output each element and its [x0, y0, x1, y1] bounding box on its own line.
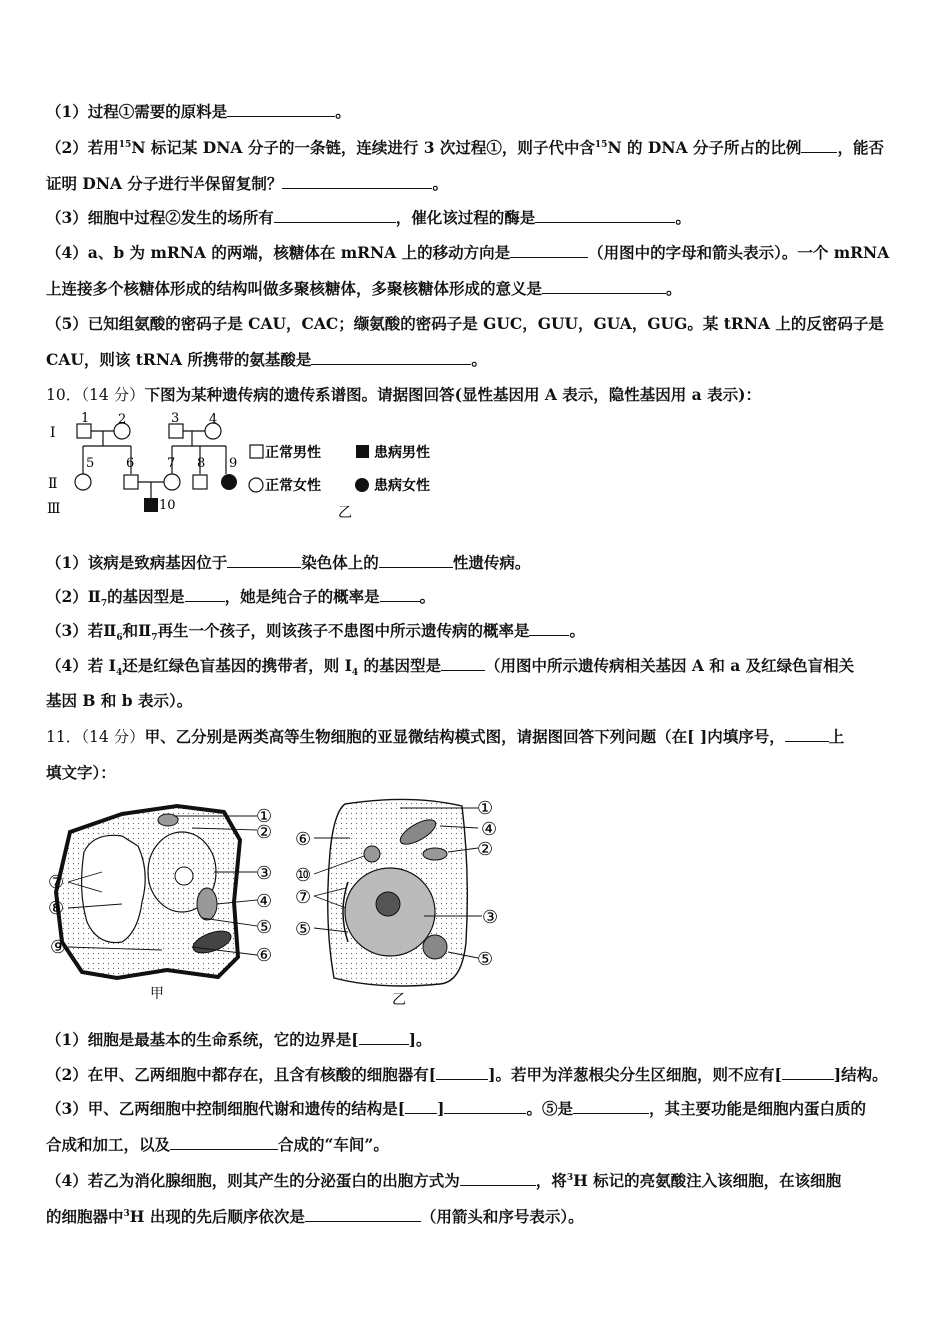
answer-blank[interactable] — [227, 553, 301, 568]
q11-part2: （2）在甲、乙两细胞中都存在，且含有核酸的细胞器有[ ]。若甲为洋葱根尖分生区细胞，则不应有[ ]结构。 — [46, 1065, 888, 1084]
id-10: 10 — [159, 498, 176, 513]
label-10: ⑩ — [295, 865, 312, 886]
answer-blank[interactable] — [436, 1065, 488, 1080]
golgi-body — [423, 848, 447, 860]
q9-part4: （4）a、b 为 mRNA 的两端，核糖体在 mRNA 上的移动方向是 （用图中的字母和箭头表示）。一个 mRNA — [46, 243, 890, 262]
legend-normal-male: 正常男性 — [265, 445, 321, 461]
q9-part5-cont: CAU，则该 tRNA 所携带的氨基酸是 。 — [46, 350, 487, 369]
label-7: ⑦ — [295, 887, 312, 908]
label-4: ④ — [256, 891, 273, 912]
q9-part2-cont: 证明 DNA 分子进行半保留复制？ 。 — [46, 174, 448, 193]
legend-affected-female-icon — [355, 478, 369, 492]
answer-blank[interactable] — [542, 279, 666, 294]
id-9: 9 — [229, 456, 238, 471]
individual-II7-female — [164, 474, 180, 490]
label-5: ⑤ — [256, 917, 273, 938]
answer-blank[interactable] — [405, 1099, 437, 1114]
q9-part3: （3）细胞中过程②发生的场所有 ，催化该过程的酶是 。 — [46, 208, 691, 227]
q11-part3-cont: 合成和加工，以及 合成的“车间”。 — [46, 1135, 389, 1154]
label-6: ⑥ — [256, 945, 273, 966]
legend-affected-male: 患病男性 — [374, 445, 430, 461]
q11-part3: （3）甲、乙两细胞中控制细胞代谢和遗传的结构是[ ] 。⑤是 ，其主要功能是细胞内蛋白质的 — [46, 1099, 866, 1118]
answer-blank[interactable] — [380, 587, 420, 602]
q9-part4-cont: 上连接多个核糖体形成的结构叫做多聚核糖体，多聚核糖体形成的意义是 。 — [46, 279, 682, 298]
gen-label-III: Ⅲ — [47, 501, 61, 517]
answer-blank[interactable] — [359, 1030, 409, 1045]
label-1: ① — [256, 806, 273, 827]
q10-part3: （3）若$Ⅱ_6$和$Ⅱ_7$再生一个孩子，则该孩子不患图中所示遗传病的概率是 。 — [46, 621, 585, 644]
q9-part5: （5）已知组氨酸的密码子是 CAU，CAC；缬氨酸的密码子是 GUC，GUU，GUA，GUG。某 tRNA 上的反密码子是 — [46, 314, 884, 333]
q11-part1: （1）细胞是最基本的生命系统，它的边界是[ ]。 — [46, 1030, 432, 1049]
answer-blank[interactable] — [311, 350, 471, 365]
q10-part4: （4）若 $I_4$还是红绿色盲基因的携带者，则 $I_4$ 的基因型是 （用图中所示遗传病相关基因 A 和 a 及红绿色盲相关 — [46, 656, 855, 679]
label-3: ③ — [482, 907, 499, 928]
answer-blank[interactable] — [535, 208, 675, 223]
label-8: ⑧ — [48, 898, 65, 919]
q10-part1: （1）该病是致病基因位于 染色体上的 性遗传病。 — [46, 553, 531, 572]
answer-blank[interactable] — [782, 1065, 834, 1080]
label-9: ⑨ — [50, 937, 67, 958]
answer-blank[interactable] — [801, 138, 837, 153]
q9-part2: （2）若用$^{15}$N 标记某 DNA 分子的一条链，连续进行 3 次过程①，则子代中含$^{15}$N 的 DNA 分子所占的比例 ，能否 — [46, 138, 884, 157]
id-1: 1 — [81, 411, 90, 426]
legend-affected-female: 患病女性 — [374, 478, 430, 494]
answer-blank[interactable] — [785, 727, 829, 742]
animal-cell-diagram — [290, 792, 515, 1010]
q10-stem: 10．（14 分）下图为某种遗传病的遗传系谱图。请据图回答(显性基因用 A 表示，隐性基因用 a 表示)： — [46, 385, 761, 404]
answer-blank[interactable] — [444, 1099, 526, 1114]
answer-blank[interactable] — [227, 102, 335, 117]
plant-cell-diagram — [42, 792, 287, 1007]
label-2: ② — [477, 839, 494, 860]
label-4: ④ — [481, 819, 498, 840]
er-cluster — [423, 935, 447, 959]
individual-II8-male — [193, 475, 207, 489]
answer-blank[interactable] — [170, 1135, 278, 1150]
pedigree-caption: 乙 — [338, 505, 352, 521]
answer-blank[interactable] — [305, 1207, 421, 1222]
label-6: ⑥ — [295, 829, 312, 850]
pedigree-chart — [40, 410, 460, 525]
individual-II6-male — [124, 475, 138, 489]
q11-stem-cont: 填文字）： — [46, 763, 116, 782]
individual-II5-female — [75, 474, 91, 490]
mitochondrion — [197, 888, 217, 920]
answer-blank[interactable] — [510, 243, 588, 258]
nucleolus — [175, 867, 193, 885]
answer-blank[interactable] — [282, 174, 432, 189]
id-3: 3 — [171, 411, 180, 426]
label-5b: ⑤ — [477, 949, 494, 970]
legend-affected-male-icon — [356, 445, 369, 458]
id-6: 6 — [126, 456, 135, 471]
cell-yi-caption: 乙 — [392, 992, 406, 1008]
individual-I3-male — [169, 424, 183, 438]
cell-jia-caption: 甲 — [150, 986, 164, 1002]
id-7: 7 — [167, 456, 176, 471]
label-1: ① — [477, 798, 494, 819]
individual-I1-male — [77, 424, 91, 438]
answer-blank[interactable] — [185, 587, 225, 602]
individual-II9-affected-female — [221, 474, 237, 490]
legend-normal-female-icon — [249, 478, 263, 492]
nucleolus — [376, 892, 400, 916]
q9-part1: （1）过程①需要的原料是 。 — [46, 102, 351, 121]
legend-normal-male-icon — [250, 445, 263, 458]
id-2: 2 — [118, 412, 127, 427]
q11-stem: 11．（14 分）甲、乙分别是两类高等生物细胞的亚显微结构模式图，请据图回答下列问题（在[ ]内填序号， 上 — [46, 727, 845, 746]
legend-normal-female: 正常女性 — [265, 478, 321, 494]
gen-label-I: Ⅰ — [50, 425, 56, 441]
answer-blank[interactable] — [441, 656, 485, 671]
q11-part4-cont: 的细胞器中$^3$H 出现的先后顺序依次是 （用箭头和序号表示）。 — [46, 1207, 584, 1226]
label-5: ⑤ — [295, 919, 312, 940]
label-3: ③ — [256, 863, 273, 884]
id-4: 4 — [209, 412, 218, 427]
q10-part4-cont: 基因 B 和 b 表示）。 — [46, 691, 193, 710]
id-5: 5 — [86, 456, 95, 471]
id-8: 8 — [197, 456, 206, 471]
individual-III10-affected-male — [144, 498, 158, 512]
q11-part4: （4）若乙为消化腺细胞，则其产生的分泌蛋白的出胞方式为 ，将$^3$H 标记的亮氨酸注入该细胞，在该细胞 — [46, 1171, 842, 1190]
label-2: ② — [256, 822, 273, 843]
answer-blank[interactable] — [274, 208, 396, 223]
answer-blank[interactable] — [460, 1171, 536, 1186]
answer-blank[interactable] — [379, 553, 453, 568]
answer-blank[interactable] — [529, 621, 569, 636]
label-7: ⑦ — [48, 872, 65, 893]
q10-part2: $(2)Ⅱ_7$的基因型是 ，她是纯合子的概率是 。 — [46, 587, 436, 610]
centrosome — [364, 846, 380, 862]
answer-blank[interactable] — [573, 1099, 649, 1114]
gen-label-II: Ⅱ — [48, 476, 58, 492]
